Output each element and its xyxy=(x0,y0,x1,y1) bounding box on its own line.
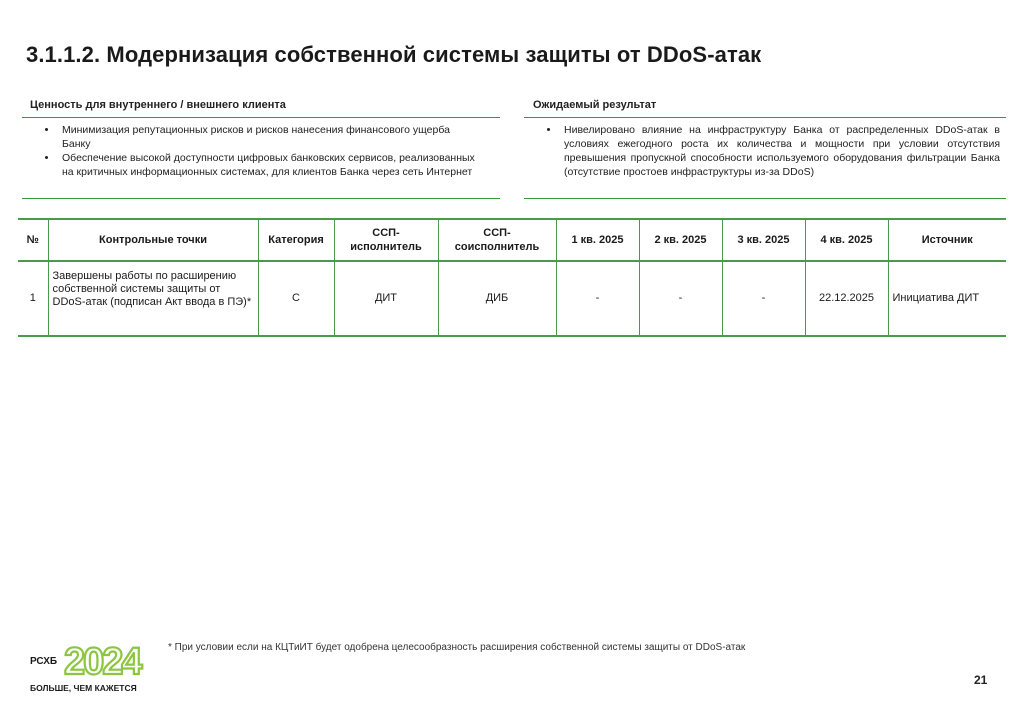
value-section-heading: Ценность для внутреннего / внешнего клиента xyxy=(30,99,286,111)
result-section-rule-bottom xyxy=(524,198,1006,199)
result-section-list xyxy=(544,123,1000,179)
header-category: Категория xyxy=(258,219,334,261)
result-item: • Нивелировано влияние на инфраструктуру Банка от распределенных DDoS-атак в условиях ежегодного роста их количества и мощности при условии отсутствия превышения пропускной способности используемого оборудования фильтрации Банка (отсутствие простоев инфраструктуры из-за DDoS) xyxy=(560,123,1000,179)
header-source: Источник xyxy=(888,219,1006,261)
page-title: 3.1.1.2. Модернизация собственной системы защиты от DDoS-атак xyxy=(26,42,762,67)
cell-q1: - xyxy=(556,261,639,336)
result-section-heading: Ожидаемый результат xyxy=(533,99,657,111)
header-checkpoints: Контрольные точки xyxy=(48,219,258,261)
cell-coexecutor: ДИБ xyxy=(438,261,556,336)
cell-q3: - xyxy=(722,261,805,336)
logo-year: 2024 xyxy=(64,641,141,683)
rshb-2024-logo xyxy=(28,630,163,695)
header-executor: ССП-исполнитель xyxy=(334,219,438,261)
header-q1: 1 кв. 2025 xyxy=(556,219,639,261)
cell-checkpoint: Завершены работы по расширению собственной системы защиты от DDoS-атак (подписан Акт ввода в ПЭ)* xyxy=(48,261,258,336)
header-q2: 2 кв. 2025 xyxy=(639,219,722,261)
header-q4: 4 кв. 2025 xyxy=(805,219,888,261)
value-section-rule-top xyxy=(22,117,500,118)
header-num: № xyxy=(18,219,48,261)
value-section-rule-bottom xyxy=(22,198,500,199)
cell-category: С xyxy=(258,261,334,336)
value-section-list xyxy=(42,123,478,179)
header-q3: 3 кв. 2025 xyxy=(722,219,805,261)
footnote: * При условии если на КЦТиИТ будет одобрена целесообразность расширения собственной системы защиты от DDoS-атак xyxy=(168,642,746,653)
cell-q2: - xyxy=(639,261,722,336)
checkpoints-table xyxy=(18,218,1006,337)
header-coexecutor: ССП-соисполнитель xyxy=(438,219,556,261)
cell-executor: ДИТ xyxy=(334,261,438,336)
value-item: • Минимизация репутационных рисков и рисков нанесения финансового ущерба Банку xyxy=(58,123,478,151)
logo-slogan: БОЛЬШЕ, ЧЕМ КАЖЕТСЯ xyxy=(30,683,137,693)
cell-q4: 22.12.2025 xyxy=(805,261,888,336)
logo-brand: РСХБ xyxy=(30,656,58,667)
table-row xyxy=(18,261,1006,336)
page-number: 21 xyxy=(974,673,988,687)
table-header-row xyxy=(18,219,1006,261)
cell-source: Инициатива ДИТ xyxy=(888,261,1006,336)
value-item: • Обеспечение высокой доступности цифровых банковских сервисов, реализованных на критичных информационных системах, для клиентов Банка через сеть Интернет xyxy=(58,151,478,179)
result-section-rule-top xyxy=(524,117,1006,118)
cell-num: 1 xyxy=(18,261,48,336)
